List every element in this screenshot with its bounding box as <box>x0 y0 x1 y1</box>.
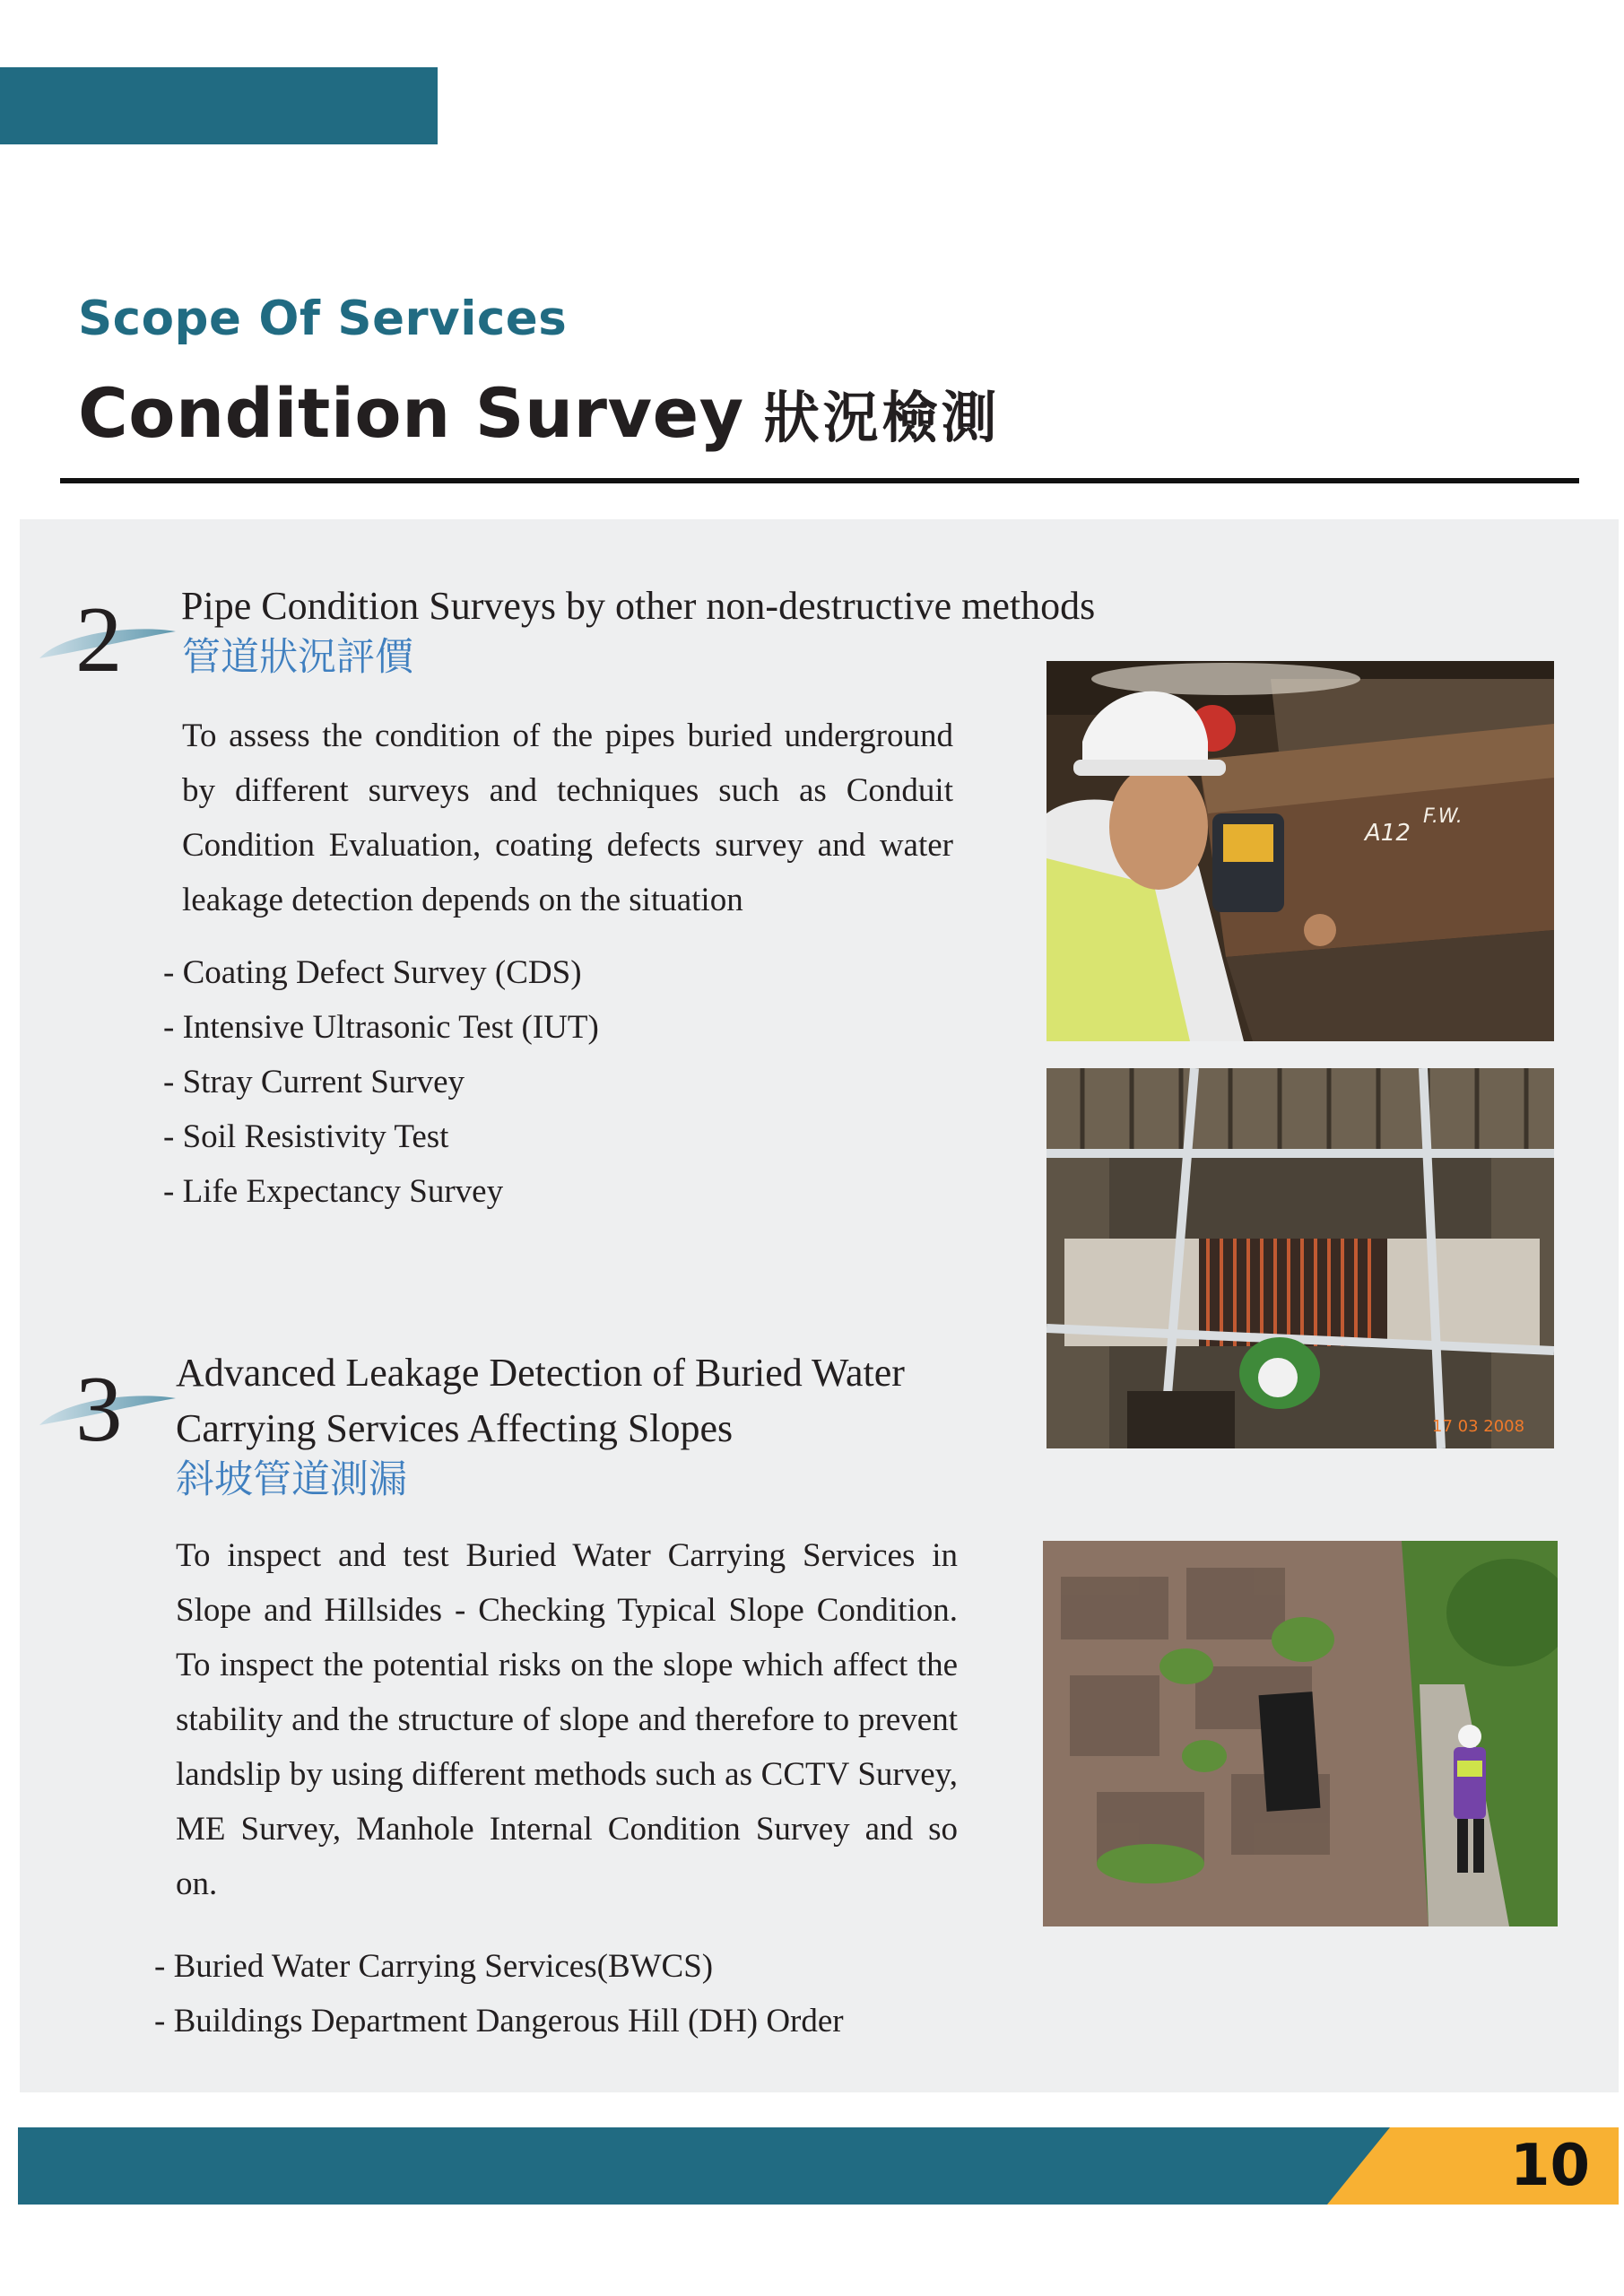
list-item: - Soil Resistivity Test <box>163 1118 449 1155</box>
section-2-number: 2 <box>75 587 123 691</box>
section-3-title-line: Carrying Services Affecting Slopes <box>176 1406 734 1450</box>
section-3-number: 3 <box>75 1356 123 1461</box>
section-2-title-chinese: 管道狀況評價 <box>182 635 413 680</box>
section-3-title <box>176 1345 905 1457</box>
section-2-title <box>181 578 1095 634</box>
section-2-bullet-list <box>163 945 599 1219</box>
section-3-title-line: Advanced Leakage Detection of Buried Water <box>176 1351 905 1395</box>
photo-slope-inspection <box>1043 1541 1558 1926</box>
photo-excavation-pipe <box>1046 1068 1554 1448</box>
page-title <box>78 373 1001 453</box>
title-underline <box>60 478 1579 483</box>
footer-bar <box>18 2127 1619 2205</box>
list-item: - Buried Water Carrying Services(BWCS) <box>154 1948 714 1985</box>
list-item: - Coating Defect Survey (CDS) <box>163 954 582 991</box>
section-2-paragraph: To assess the condition of the pipes buried underground by different surveys and techniques such as Conduit Condition Evaluation, coating defects survey and water leakage detection depends on the situation <box>182 718 953 918</box>
list-item: - Stray Current Survey <box>163 1064 465 1100</box>
list-item: - Intensive Ultrasonic Test (IUT) <box>163 1009 599 1046</box>
section-3-title-chinese: 斜坡管道測漏 <box>176 1457 407 1502</box>
section-3-paragraph: To inspect and test Buried Water Carrying Services in Slope and Hillsides - Checking Typical Slope Condition. To inspect the potential risks on the slope which affect the stability and the structure of slope and therefore to prevent landslip by using different methods such as CCTV Survey, ME Survey, Manhole Internal Condition Survey and so on. <box>176 1537 958 1902</box>
page-title-chinese: 狀況檢測 <box>763 385 1001 450</box>
page-title-english: Condition Survey <box>78 373 744 453</box>
pipe-marking: A12 <box>1365 820 1411 847</box>
section-kicker: Scope Of Services <box>78 291 568 346</box>
section-3-bullet-list <box>154 1939 844 2048</box>
section-2-title-line: Pipe Condition Surveys by other non-destructive methods <box>181 584 1096 628</box>
pipe-marking-2: F.W. <box>1423 805 1463 828</box>
top-accent-bar <box>0 67 438 144</box>
page-number: 10 <box>1509 2133 1590 2199</box>
photo-pipe-ultrasonic-test <box>1046 661 1554 1041</box>
photo-date-stamp: 17 03 2008 <box>1432 1417 1525 1436</box>
list-item: - Buildings Department Dangerous Hill (DH) Order <box>154 2003 844 2039</box>
list-item: - Life Expectancy Survey <box>163 1173 504 1210</box>
